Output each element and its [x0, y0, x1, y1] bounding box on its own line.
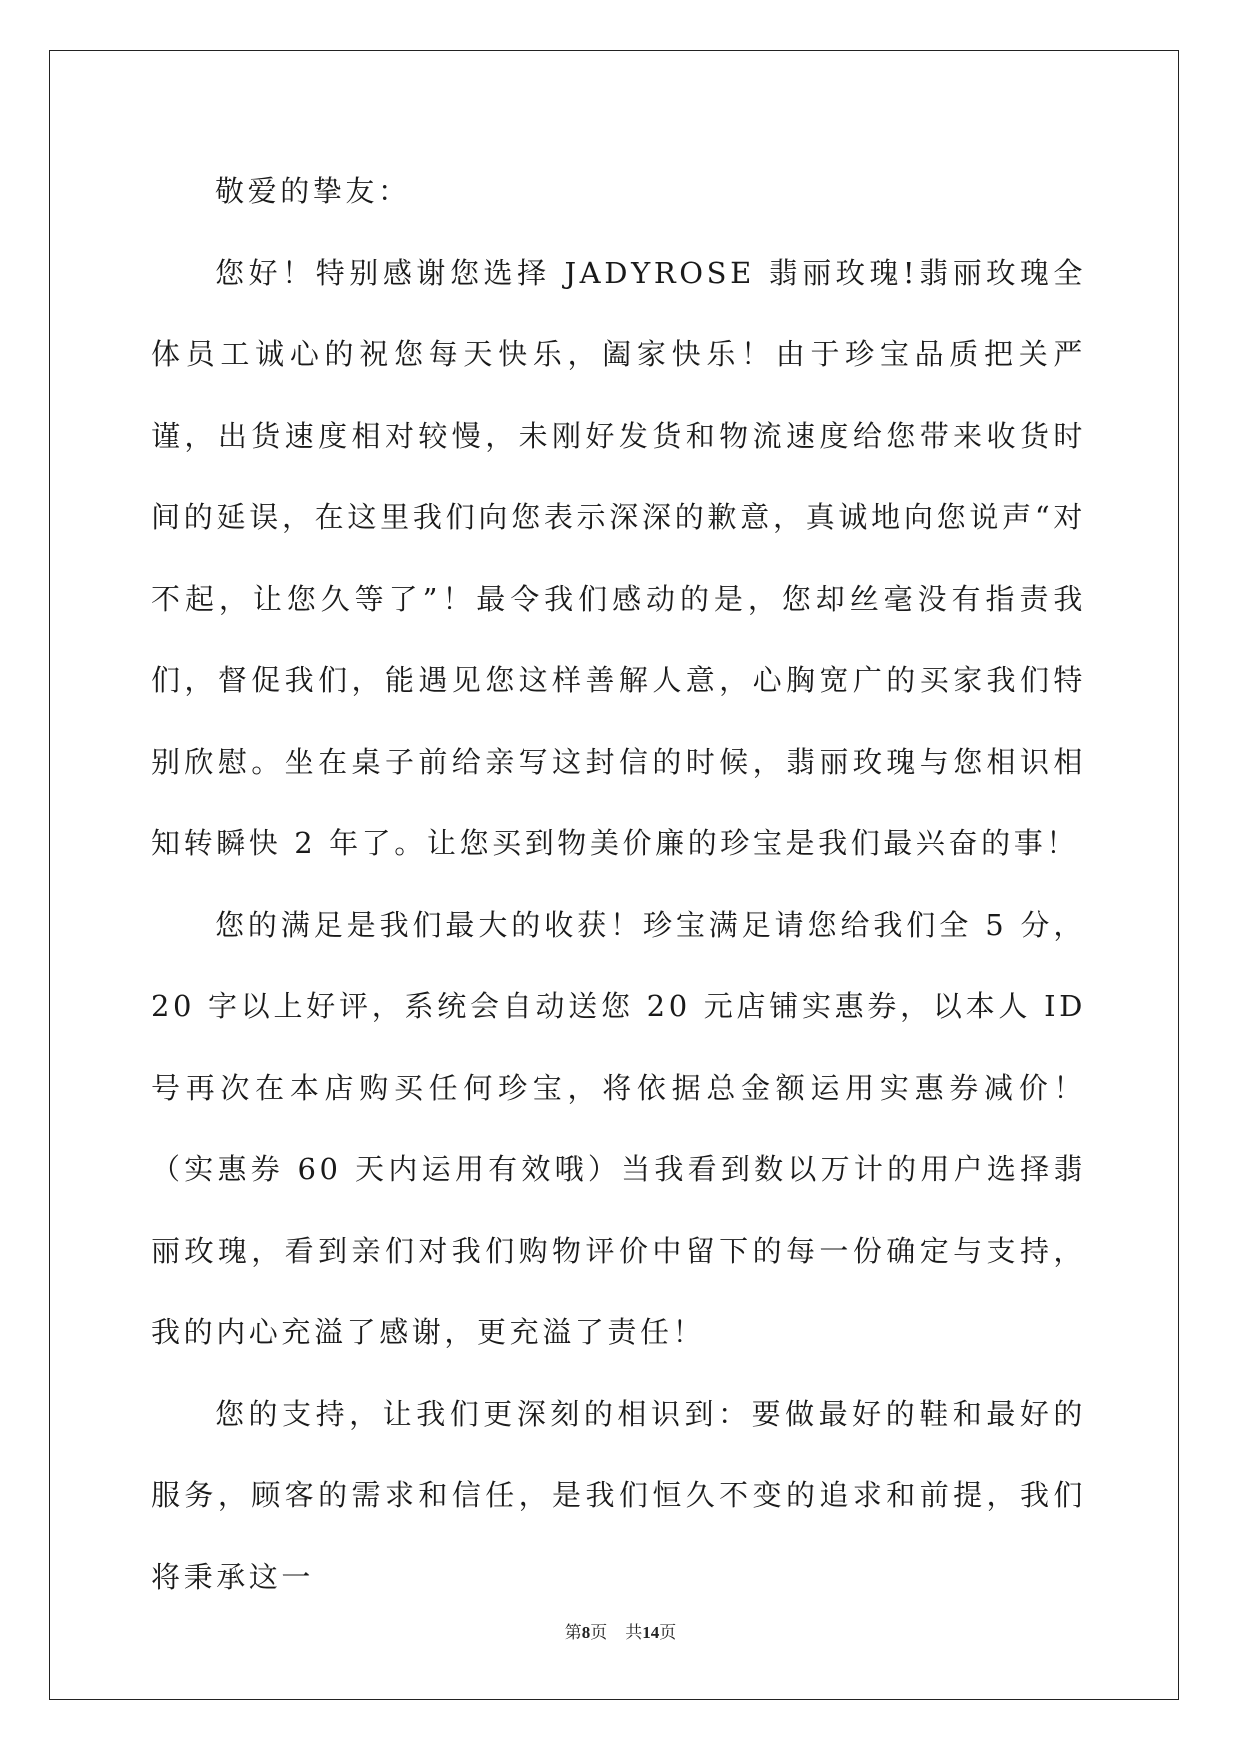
letter-body: [151, 151, 1086, 1618]
page-number-footer: [0, 1618, 1241, 1643]
paragraph-3: 您的支持，让我们更深刻的相识到：要做最好的鞋和最好的服务，顾客的需求和信任，是我们恒久不变的追求和前提，我们将秉承这一: [151, 1396, 1086, 1594]
current-page-number: 8: [581, 1623, 591, 1642]
page-suffix: 页: [590, 1623, 608, 1642]
total-page-count: 14: [642, 1623, 660, 1642]
salutation: 敬爱的挚友：: [215, 174, 411, 208]
paragraph-1: 您好！特别感谢您选择 JADYROSE 翡丽玫瑰!翡丽玫瑰全体员工诚心的祝您每天快乐，阖家快乐！由于珍宝品质把关严谨，出货速度相对较慢，未刚好发货和物流速度给您带来收货时间的延误，在这里我们向您表示深深的歉意，真诚地向您说声“对不起，让您久等了”！最令我们感动的是，您却丝毫没有指责我们，督促我们，能遇见您这样善解人意，心胸宽广的买家我们特别欣慰。坐在桌子前给亲写这封信的时候，翡丽玫瑰与您相识相知转瞬快 2 年了。让您买到物美价廉的珍宝是我们最兴奋的事！: [151, 255, 1086, 860]
total-prefix: 共: [625, 1623, 643, 1642]
page-prefix: 第: [564, 1623, 582, 1642]
paragraph-2: 您的满足是我们最大的收获！珍宝满足请您给我们全 5 分，20 字以上好评，系统会自动送您 20 元店铺实惠券，以本人 ID 号再次在本店购买任何珍宝，将依据总金额运用实惠券减价！（实惠券 60 天内运用有效哦）当我看到数以万计的用户选择翡丽玫瑰，看到亲们对我们购物评价中留下的每一份确定与支持，我的内心充溢了感谢，更充溢了责任！: [151, 907, 1086, 1349]
total-suffix: 页: [659, 1623, 677, 1642]
